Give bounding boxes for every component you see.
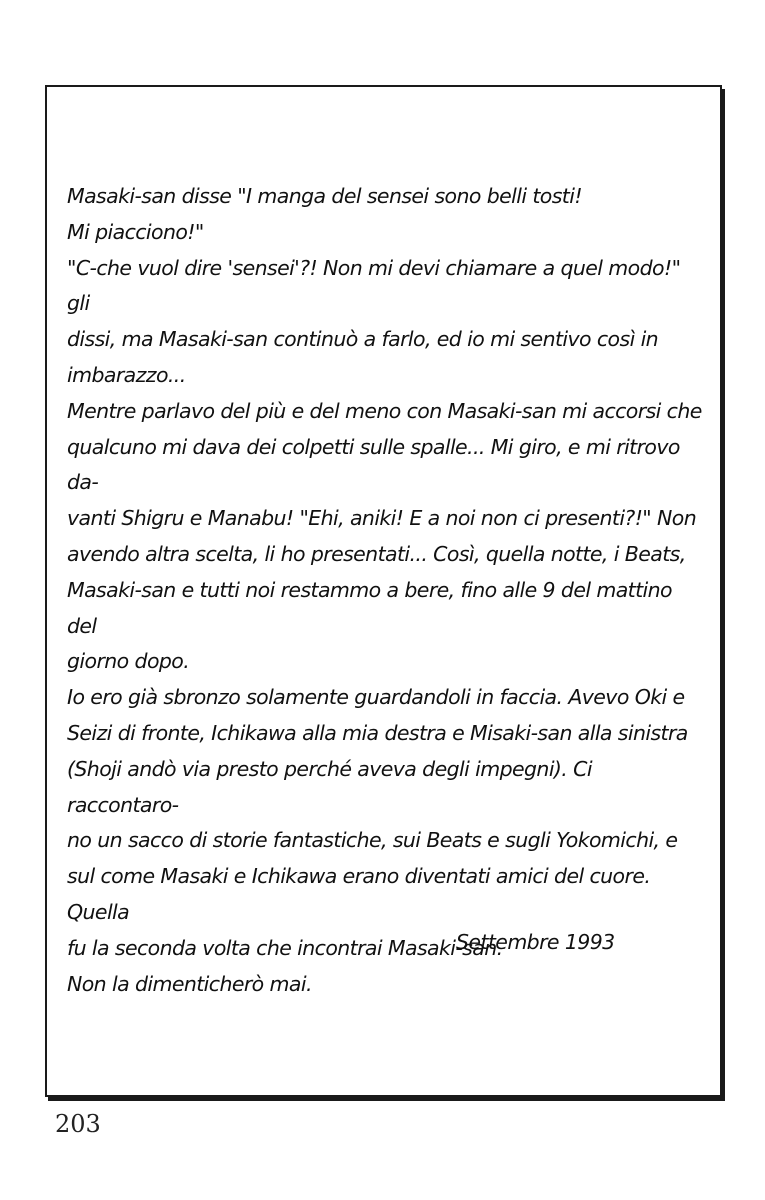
paragraph-5: Non la dimenticherò mai. [67,971,312,996]
paragraph-1: Masaki-san disse "I manga del sensei sono belli tosti! Mi piacciono!" [67,184,582,244]
text-frame [45,85,722,1097]
paragraph-2: "C-che vuol dire 'sensei'?! Non mi devi chiamare a quel modo!" gli dissi, ma Masaki-san continuò a farlo, ed io mi sentivo così in imbarazzo... [67,255,681,387]
page-number: 203 [55,1110,101,1138]
paragraph-4: Io ero già sbronzo solamente guardandoli in faccia. Avevo Oki e Seizi di fronte, Ichikawa alla mia destra e Misaki-san alla sinistra (Shoji andò via presto perché aveva degli impegni). Ci raccontaro- no un sacco di storie fantastiche, sui Beats e sugli Yokomichi, e sul come Masaki e Ichikawa erano diventati amici del cuore. Quella fu la seconda volta che incontrai Masaki-san. [67,685,688,960]
signature-date: Settembre 1993 [456,930,615,954]
letter-body [67,179,707,1002]
paragraph-3: Mentre parlavo del più e del meno con Masaki-san mi accorsi che qualcuno mi dava dei colpetti sulle spalle... Mi giro, e mi ritrovo da- vanti Shigru e Manabu! "Ehi, aniki! E a noi non ci presenti?!" Non avendo altra scelta, li ho presentati... Così, quella notte, i Beats, Masaki-san e tutti noi restammo a bere, fino alle 9 del mattino del giorno dopo. [67,398,702,674]
